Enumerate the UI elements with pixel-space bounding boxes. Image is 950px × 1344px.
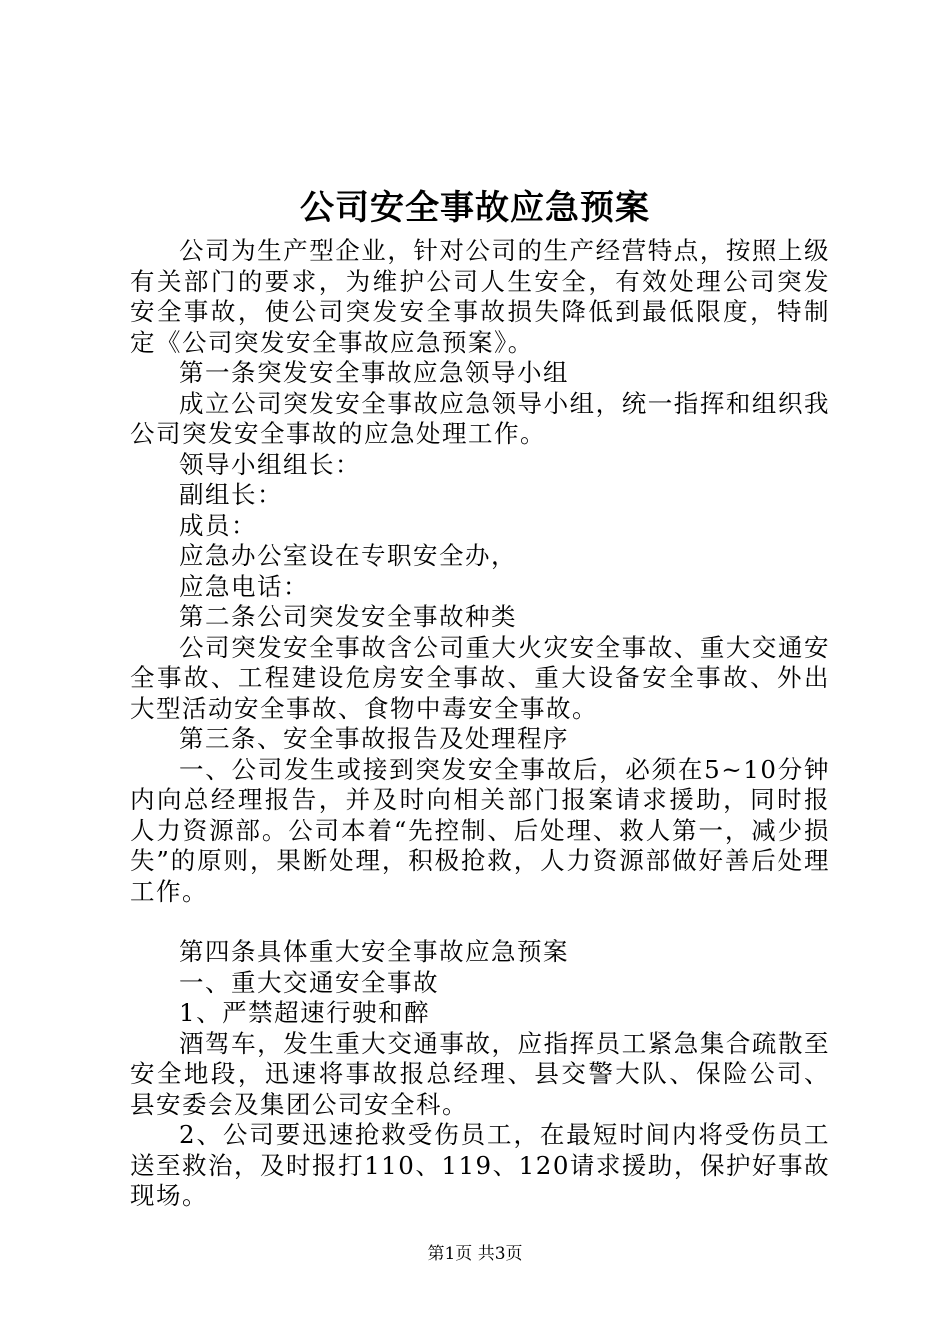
- paragraph-article-3-heading: 第三条、安全事故报告及处理程序: [179, 724, 569, 753]
- paragraph-traffic-heading: 一、重大交通安全事故: [179, 967, 439, 997]
- paragraph-deputy-leader: 副组长：: [179, 480, 283, 509]
- paragraph-members: 成员：: [179, 510, 257, 540]
- paragraph-emergency-office: 应急办公室设在专职安全办，: [179, 541, 517, 570]
- paragraph-intro: 公司为生产型企业，针对公司的生产经营特点，按照上级有关部门的要求，为维护公司人生安全，有效处理公司突发安全事故，使公司突发安全事故损失降低到最低限度，特制定《公司突发安全事故应急预案》。: [130, 236, 830, 357]
- paragraph-article-4-heading: 第四条具体重大安全事故应急预案: [179, 937, 569, 966]
- paragraph-traffic-item-1: 1、严禁超速行驶和醉: [179, 998, 431, 1027]
- paragraph-traffic-item-2: 2、公司要迅速抢救受伤员工，在最短时间内将受伤员工送至救治，及时报打110、119、120请求援助，保护好事故现场。: [130, 1120, 830, 1210]
- paragraph-article-2-body: 公司突发安全事故含公司重大火灾安全事故、重大交通安全事故、工程建设危房安全事故、重大设备安全事故、外出大型活动安全事故、食物中毒安全事故。: [130, 632, 830, 723]
- paragraph-article-2-heading: 第二条公司突发安全事故种类: [179, 602, 517, 631]
- paragraph-group-leader: 领导小组组长：: [179, 449, 361, 479]
- paragraph-spacer: [130, 907, 830, 937]
- paragraph-article-3-body: 一、公司发生或接到突发安全事故后，必须在5~10分钟内向总经理报告，并及时向相关部门报案请求援助，同时报人力资源部。公司本着“先控制、后处理、救人第一，减少损失”的原则，果断处理，积极抢救，人力资源部做好善后处理工作。: [130, 754, 830, 906]
- paragraph-emergency-phone: 应急电话：: [179, 571, 309, 601]
- document-title: 公司安全事故应急预案: [300, 188, 650, 228]
- paragraph-traffic-item-1-cont: 酒驾车，发生重大交通事故，应指挥员工紧急集合疏散至安全地段，迅速将事故报总经理、县交警大队、保险公司、县安委会及集团公司安全科。: [130, 1028, 830, 1119]
- page-footer: 第1页 共3页: [427, 1244, 523, 1264]
- document-body: [130, 236, 830, 1212]
- paragraph-article-1-body: 成立公司突发安全事故应急领导小组，统一指挥和组织我公司突发安全事故的应急处理工作。: [130, 388, 830, 448]
- paragraph-article-1-heading: 第一条突发安全事故应急领导小组: [179, 358, 569, 387]
